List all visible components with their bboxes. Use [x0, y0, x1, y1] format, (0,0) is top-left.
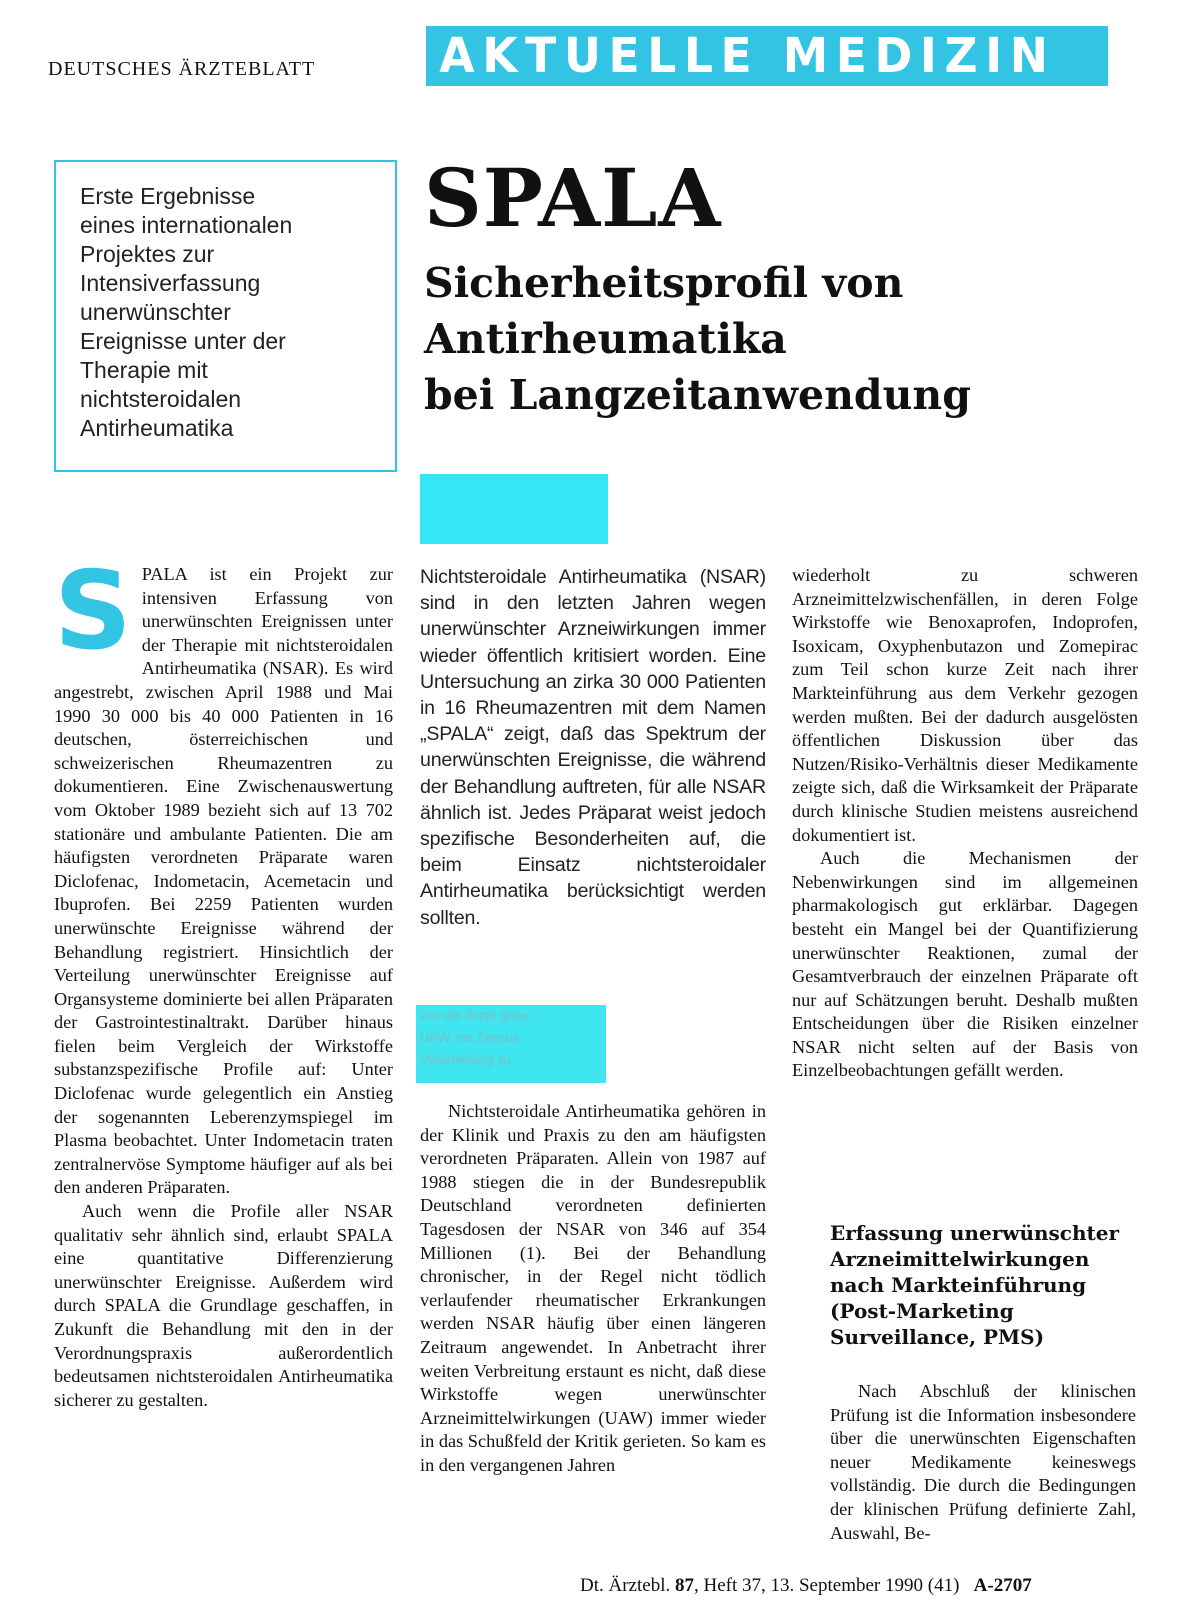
paragraph: Nichtsteroidale Antirheumatika (NSAR) sind in den letzten Jahren wegen unerwünschter Arzneiwirkungen immer wieder öffentlich kritisiert worden. Eine Untersuchung an zirka 30 000 Patienten in 16 Rheumazentren mit dem Namen „SPALA“ zeigt, daß das Spektrum der unerwünschten Ereignisse, die während der Behandlung auftreten, für alle NSAR ähnlich ist. Jedes Präparat weist jedoch spezifische Besonderheiten auf, die beim Einsatz nichtsteroidaler Antirheumatika berücksichtigt werden sollten.	[420, 566, 766, 929]
page-footer	[580, 1575, 1032, 1597]
section-heading: Erfassung unerwünschter Arzneimittelwirkungen nach Markteinführung (Post-Marketing Surveillance, PMS)	[830, 1221, 1120, 1349]
paragraph: Auch die Mechanismen der Nebenwirkungen sind im allgemeinen pharmakologisch gut erklärbar. Dagegen besteht ein Mangel bei der Quantifizierung unerwünschter Reaktionen, zumal der Gesamtverbrauch der einzelnen Präparate oft nur auf Schätzungen beruht. Deshalb mußten Entscheidungen über die Risiken einzelner NSAR nicht selten auf der Basis von Einzelbeobachtungen gefällt werden.	[792, 848, 1138, 1081]
paragraph: Nichtsteroidale Antirheumatika gehören in der Klinik und Praxis zu den am häufigsten verordneten Präparaten. Allein von 1987 auf 1988 stiegen die in der Bundesrepublik Deutschland verordneten definierten Tagesdosen der NSAR von 346 auf 354 Millionen (1). Bei der Behandlung chronischer, in der Regel nicht tödlich verlaufender rheumatischer Erkrankungen werden NSAR häufig über einen längeren Zeitraum angewendet. In Anbetracht ihrer weiten Verbreitung erstaunt es nicht, daß diese Wirkstoffe wegen unerwünschter Arzneimittelwirkungen (UAW) immer wieder in das Schußfeld der Kritik gerieten. So kam es in den vergangenen Jahren	[420, 1101, 766, 1475]
drop-cap: S	[54, 549, 132, 674]
footer-volume: 87	[674, 1575, 694, 1596]
footer-issue: , Heft 37, 13. September 1990 (41)	[693, 1575, 960, 1596]
column-1	[54, 549, 393, 1412]
teaser-box	[54, 160, 397, 472]
paragraph: PALA ist ein Projekt zur intensiven Erfassung von unerwünschten Ereignissen unter der Therapie mit nichtsteroidalen Antirheumatika (NSAR). Es wird angestrebt, zwischen April 1988 und Mai 1990 30 000 bis 40 000 Patienten in 16 deutschen, österreichischen und schweizerischen Rheumazentren zu dokumentieren. Eine Zwischenauswertung vom Oktober 1989 bezieht sich auf 13 702 stationäre und ambulante Patienten. Die am häufigsten verordneten Präparate waren Diclofenac, Indometacin, Acemetacin und Ibuprofen. Bei 2259 Patienten wurden unerwünschte Ereignisse während der Behandlung registriert. Hinsichtlich der Verteilung unerwünschter Ereignisse auf Organsysteme dominierte bei allen Präparaten der Gastrointestinaltrakt. Darüber hinaus fielen beim Vergleich der Wirkstoffe substanzspezifische Profile auf: Unter Diclofenac wurde gelegentlich ein Anstieg der sogenannten Leberenzymspiegel im Plasma beobachtet. Unter Indometacin traten zentralnervöse Symptome häufiger auf als bei den anderen Präparaten.	[54, 564, 393, 1198]
highlight-note	[416, 1005, 606, 1083]
summary-text	[420, 564, 766, 931]
footer-source: Dt. Ärztebl.	[580, 1575, 671, 1596]
section-banner: AKTUELLE MEDIZIN	[426, 26, 1108, 86]
column-2	[420, 1100, 766, 1478]
paragraph: wiederholt zu schweren Arzneimittelzwischenfällen, in deren Folge Wirkstoffe wie Benoxaprofen, Indoprofen, Isoxicam, Oxyphenbutazon und Zomepirac zum Teil schon kurze Zeit nach ihrer Markteinführung aus dem Verkehr gezogen werden mußten. Bei der dadurch ausgelösten öffentlichen Diskussion über das Nutzen/Risiko-Verhältnis dieser Medikamente zeigte sich, daß die Wirksamkeit der Präparate durch klinische Studien meistens ausreichend dokumentiert ist.	[792, 565, 1138, 845]
column-3-continued	[830, 1380, 1136, 1545]
article-subtitle: Sicherheitsprofil von Antirheumatika bei Langzeitanwendung	[424, 259, 971, 419]
paragraph: Nach Abschluß der klinischen Prüfung ist die Information insbesondere über die unerwünschten Eigenschaften neuer Medikamente keineswegs vollständig. Die durch die Bedingungen der klinischen Prüfung definierte Zahl, Auswahl, Be-	[830, 1381, 1136, 1543]
highlight-note-text: von die Ärzte gebe- UAW, ins Zensus Verarbeitung zu	[420, 1008, 533, 1067]
article-title: SPALA	[424, 151, 722, 245]
teaser-text: Erste Ergebnisse eines internationalen Projektes zur Intensiverfassung unerwünschter Ereignisse unter der Therapie mit nichtsteroidalen Antirheumatika	[80, 183, 293, 441]
page-number: A-2707	[973, 1575, 1032, 1596]
column-3	[792, 564, 1138, 1083]
paragraph: Auch wenn die Profile aller NSAR qualitativ sehr ähnlich sind, erlaubt SPALA eine quantitative Differenzierung unerwünschter Ereignisse. Außerdem wird durch SPALA die Grundlage geschaffen, in Zukunft die Behandlung mit den in der Verordnungspraxis außerordentlich bedeutsamen nichtsteroidalen Antirheumatika sicherer zu gestalten.	[54, 1201, 393, 1410]
journal-name: DEUTSCHES ÄRZTEBLATT	[48, 58, 316, 80]
highlight-block	[420, 474, 608, 544]
